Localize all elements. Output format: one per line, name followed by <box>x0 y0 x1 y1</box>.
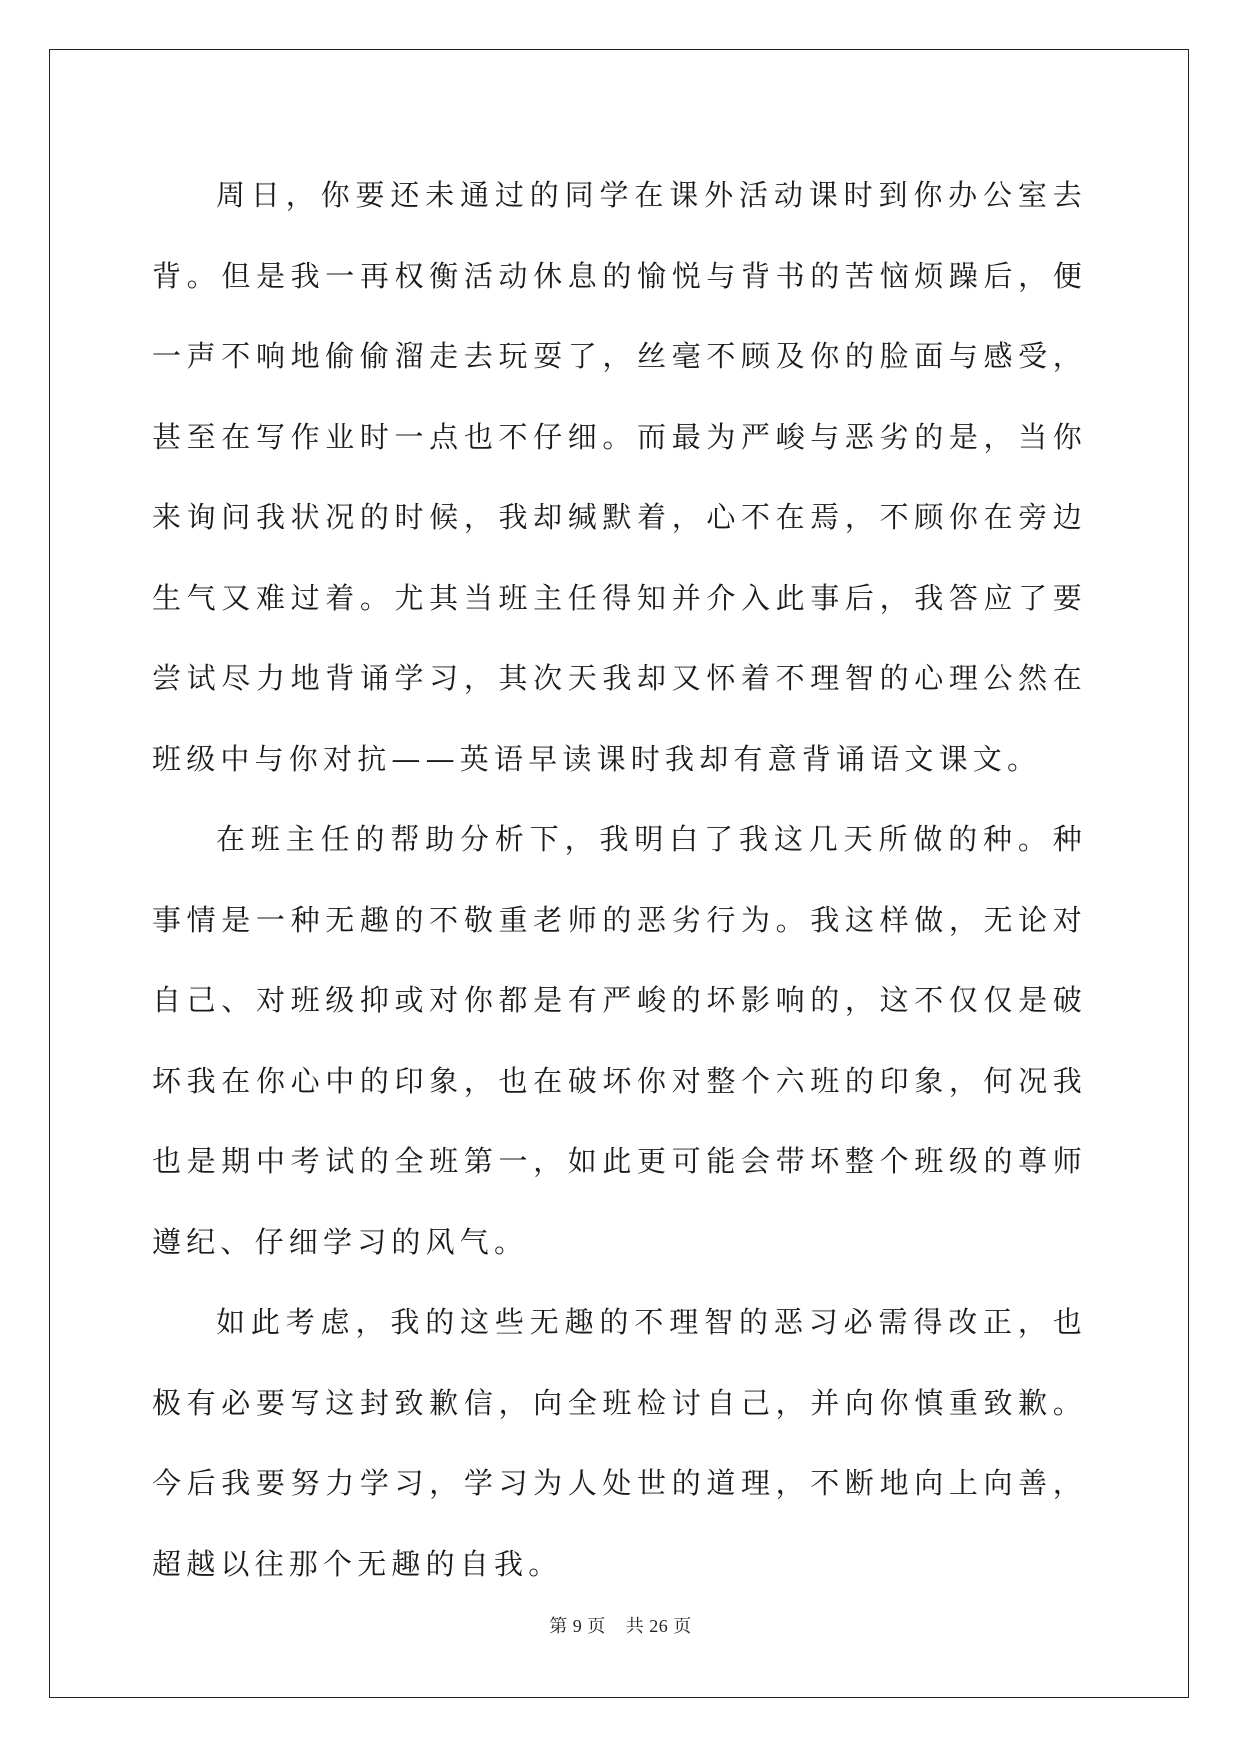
paragraph-3: 如此考虑，我的这些无趣的不理智的恶习必需得改正，也极有必要写这封致歉信，向全班检讨自己，并向你慎重致歉。今后我要努力学习，学习为人处世的道理，不断地向上向善，超越以往那个无趣的自我。 <box>152 1305 1087 1581</box>
paragraph-2: 在班主任的帮助分析下，我明白了我这几天所做的种。种事情是一种无趣的不敬重老师的恶劣行为。我这样做，无论对自己、对班级抑或对你都是有严峻的坏影响的，这不仅仅是破坏我在你心中的印象，也在破坏你对整个六班的印象，何况我也是期中考试的全班第一，如此更可能会带坏整个班级的尊师遵纪、仔细学习的风气。 <box>152 822 1087 1259</box>
total-pages: 共 26 页 <box>625 1616 692 1636</box>
paragraph-1: 周日，你要还未通过的同学在课外活动课时到你办公室去背。但是我一再权衡活动休息的愉悦与背书的苦恼烦躁后，便一声不响地偷偷溜走去玩耍了，丝毫不顾及你的脸面与感受，甚至在写作业时一点也不仔细。而最为严峻与恶劣的是，当你来询问我状况的时候，我却缄默着，心不在焉，不顾你在旁边生气又难过着。尤其当班主任得知并介入此事后，我答应了要尝试尽力地背诵学习，其次天我却又怀着不理智的心理公然在班级中与你对抗——英语早读课时我却有意背诵语文课文。 <box>152 178 1087 776</box>
page-footer <box>0 1612 1241 1638</box>
document-body <box>152 155 1087 1604</box>
page-number: 第 9 页 <box>549 1616 606 1636</box>
